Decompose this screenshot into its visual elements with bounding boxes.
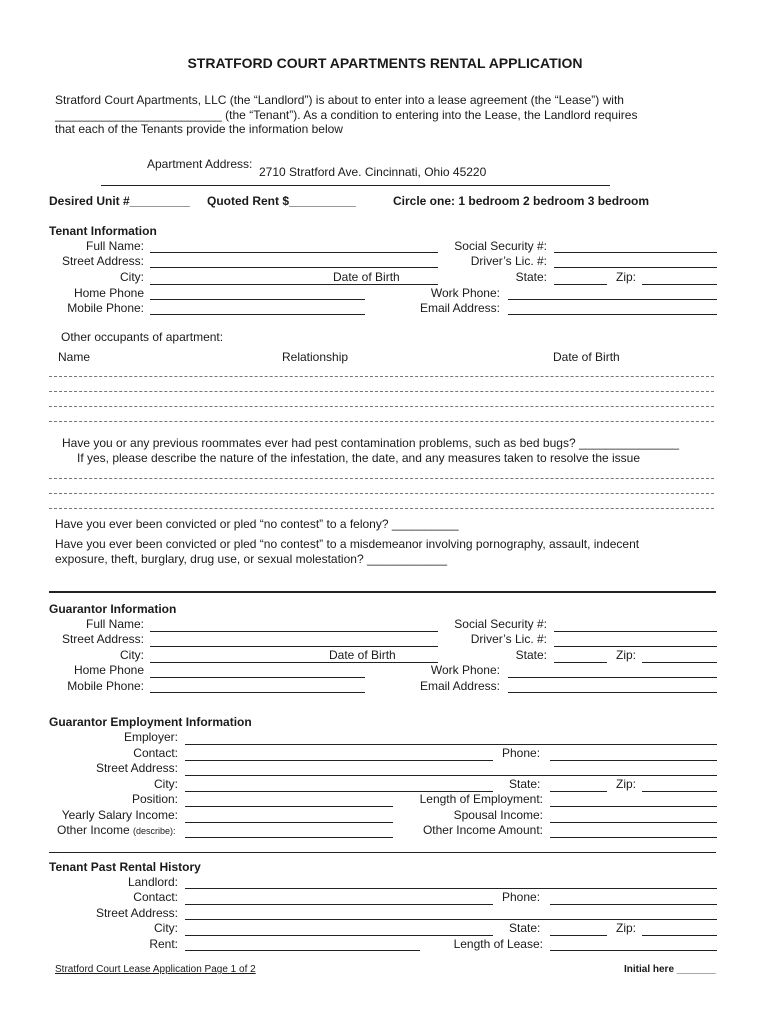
footer-initial[interactable]: Initial here _______ bbox=[624, 964, 716, 975]
other-income-amount-label: Other Income Amount: bbox=[422, 823, 543, 837]
spousal-income-field[interactable] bbox=[550, 822, 717, 823]
guarantor-state-field[interactable] bbox=[554, 662, 607, 663]
guarantor-ssn-field[interactable] bbox=[554, 631, 717, 632]
occupants-col-relationship: Relationship bbox=[282, 350, 349, 364]
tenant-ssn-field[interactable] bbox=[554, 252, 717, 253]
employment-phone-field[interactable] bbox=[550, 760, 717, 761]
quoted-rent-field[interactable]: Quoted Rent $__________ bbox=[207, 194, 356, 208]
history-contact-field[interactable] bbox=[185, 904, 493, 905]
occupant-line[interactable] bbox=[49, 391, 714, 392]
occupants-heading: Other occupants of apartment: bbox=[61, 330, 224, 344]
guarantor-drivers-label: Driver’s Lic. #: bbox=[470, 632, 547, 646]
tenant-email-field[interactable] bbox=[508, 314, 717, 315]
felony-question[interactable]: Have you ever been convicted or pled “no contest” to a felony? __________ bbox=[55, 517, 459, 531]
guarantor-mobile-phone-field[interactable] bbox=[150, 692, 365, 693]
employment-street-field[interactable] bbox=[185, 775, 717, 776]
history-rent-field[interactable] bbox=[185, 950, 420, 951]
apartment-address-line bbox=[101, 185, 610, 186]
tenant-street-field[interactable] bbox=[150, 267, 438, 268]
history-state-label: State: bbox=[509, 921, 541, 935]
tenant-city-label: City: bbox=[120, 270, 144, 284]
history-city-field[interactable] bbox=[185, 935, 493, 936]
describe-note: (describe): bbox=[133, 826, 176, 836]
pest-answer-line[interactable] bbox=[49, 508, 714, 509]
guarantor-city-label: City: bbox=[120, 648, 144, 662]
history-state-field[interactable] bbox=[550, 935, 607, 936]
section-divider bbox=[49, 591, 716, 593]
salary-field[interactable] bbox=[185, 822, 393, 823]
other-income-amount-field[interactable] bbox=[550, 837, 717, 838]
intro-line-2: _________________________ (the “Tenant”). As a condition to entering into the Lease, the Landlord requires bbox=[55, 108, 638, 122]
intro-line-3: that each of the Tenants provide the information below bbox=[55, 122, 343, 136]
guarantor-dob-label: Date of Birth bbox=[329, 648, 396, 662]
history-heading: Tenant Past Rental History bbox=[49, 860, 201, 874]
spousal-income-label: Spousal Income: bbox=[453, 808, 543, 822]
misdemeanor-question-2[interactable]: exposure, theft, burglary, drug use, or sexual molestation? ____________ bbox=[55, 552, 448, 566]
guarantor-work-phone-label: Work Phone: bbox=[430, 663, 500, 677]
employment-heading: Guarantor Employment Information bbox=[49, 715, 252, 729]
guarantor-full-name-label: Full Name: bbox=[85, 617, 144, 631]
length-of-employment-field[interactable] bbox=[550, 806, 717, 807]
tenant-state-field[interactable] bbox=[554, 284, 607, 285]
employment-zip-label: Zip: bbox=[616, 777, 637, 791]
tenant-city-field[interactable] bbox=[150, 284, 438, 285]
guarantor-drivers-field[interactable] bbox=[554, 646, 717, 647]
history-rent-label: Rent: bbox=[149, 937, 178, 951]
other-income-text: Other Income bbox=[57, 823, 130, 837]
tenant-drivers-field[interactable] bbox=[554, 267, 717, 268]
tenant-home-phone-field[interactable] bbox=[150, 299, 365, 300]
employer-field[interactable] bbox=[185, 744, 717, 745]
intro-line-1: Stratford Court Apartments, LLC (the “Landlord”) is about to enter into a lease agreement (the “Lease”) with bbox=[55, 93, 624, 107]
guarantor-heading: Guarantor Information bbox=[49, 602, 177, 616]
tenant-ssn-label: Social Security #: bbox=[454, 239, 547, 253]
length-of-lease-label: Length of Lease: bbox=[453, 937, 543, 951]
page-title: STRATFORD COURT APARTMENTS RENTAL APPLICATION bbox=[187, 55, 583, 71]
employment-contact-label: Contact: bbox=[133, 746, 178, 760]
guarantor-work-phone-field[interactable] bbox=[508, 677, 717, 678]
history-phone-label: Phone: bbox=[502, 890, 541, 904]
pest-answer-line[interactable] bbox=[49, 478, 714, 479]
position-label: Position: bbox=[131, 792, 178, 806]
length-of-employment-label: Length of Employment: bbox=[419, 792, 543, 806]
history-zip-field[interactable] bbox=[642, 935, 717, 936]
apartment-address-value: 2710 Stratford Ave. Cincinnati, Ohio 45220 bbox=[259, 165, 487, 179]
guarantor-full-name-field[interactable] bbox=[150, 631, 438, 632]
history-contact-label: Contact: bbox=[133, 890, 178, 904]
guarantor-email-label: Email Address: bbox=[419, 679, 500, 693]
occupant-line[interactable] bbox=[49, 406, 714, 407]
occupants-col-dob: Date of Birth bbox=[553, 350, 620, 364]
tenant-mobile-phone-field[interactable] bbox=[150, 314, 365, 315]
tenant-drivers-label: Driver’s Lic. #: bbox=[470, 254, 547, 268]
guarantor-ssn-label: Social Security #: bbox=[454, 617, 547, 631]
occupants-col-name: Name bbox=[58, 350, 91, 364]
tenant-work-phone-label: Work Phone: bbox=[430, 286, 500, 300]
employer-label: Employer: bbox=[123, 730, 178, 744]
employment-state-field[interactable] bbox=[550, 791, 607, 792]
tenant-mobile-phone-label: Mobile Phone: bbox=[67, 301, 144, 315]
guarantor-zip-label: Zip: bbox=[616, 648, 637, 662]
section-divider bbox=[49, 852, 716, 853]
employment-state-label: State: bbox=[509, 777, 541, 791]
other-income-field[interactable] bbox=[185, 837, 393, 838]
landlord-field[interactable] bbox=[185, 888, 717, 889]
guarantor-state-label: State: bbox=[515, 648, 547, 662]
tenant-email-label: Email Address: bbox=[419, 301, 500, 315]
misdemeanor-question-1: Have you ever been convicted or pled “no contest” to a misdemeanor involving pornography, assault, indecent bbox=[55, 537, 640, 551]
guarantor-city-field[interactable] bbox=[150, 662, 438, 663]
landlord-label: Landlord: bbox=[127, 875, 178, 889]
history-street-field[interactable] bbox=[185, 919, 717, 920]
pest-question[interactable]: Have you or any previous roommates ever had pest contamination problems, such as bed bugs? _______________ bbox=[62, 436, 680, 450]
history-street-label: Street Address: bbox=[95, 906, 178, 920]
pest-answer-line[interactable] bbox=[49, 493, 714, 494]
tenant-dob-label: Date of Birth bbox=[333, 270, 400, 284]
tenant-state-label: State: bbox=[515, 270, 547, 284]
history-city-label: City: bbox=[154, 921, 178, 935]
length-of-lease-field[interactable] bbox=[550, 950, 717, 951]
other-income-label bbox=[57, 823, 176, 838]
employment-city-label: City: bbox=[154, 777, 178, 791]
tenant-heading: Tenant Information bbox=[49, 224, 157, 238]
apartment-address-label: Apartment Address: bbox=[147, 157, 253, 171]
employment-street-label: Street Address: bbox=[95, 761, 178, 775]
tenant-full-name-field[interactable] bbox=[150, 252, 438, 253]
salary-label: Yearly Salary Income: bbox=[61, 808, 178, 822]
history-zip-label: Zip: bbox=[616, 921, 637, 935]
bedroom-choice[interactable]: Circle one: 1 bedroom 2 bedroom 3 bedroom bbox=[393, 194, 650, 208]
guarantor-home-phone-label: Home Phone bbox=[73, 663, 144, 677]
guarantor-home-phone-field[interactable] bbox=[150, 677, 365, 678]
desired-unit-field[interactable]: Desired Unit #_________ bbox=[49, 194, 190, 208]
history-phone-field[interactable] bbox=[550, 904, 717, 905]
occupant-line[interactable] bbox=[49, 421, 714, 422]
guarantor-street-label: Street Address: bbox=[61, 632, 144, 646]
guarantor-zip-field[interactable] bbox=[642, 662, 717, 663]
guarantor-email-field[interactable] bbox=[508, 692, 717, 693]
guarantor-mobile-phone-label: Mobile Phone: bbox=[67, 679, 144, 693]
tenant-full-name-label: Full Name: bbox=[85, 239, 144, 253]
tenant-zip-field[interactable] bbox=[642, 284, 717, 285]
occupant-line[interactable] bbox=[49, 376, 714, 377]
guarantor-street-field[interactable] bbox=[150, 646, 438, 647]
employment-phone-label: Phone: bbox=[502, 746, 541, 760]
tenant-zip-label: Zip: bbox=[616, 270, 637, 284]
pest-followup: If yes, please describe the nature of the infestation, the date, and any measures taken to resolve the issue bbox=[77, 451, 641, 465]
tenant-home-phone-label: Home Phone bbox=[73, 286, 144, 300]
tenant-street-label: Street Address: bbox=[61, 254, 144, 268]
tenant-work-phone-field[interactable] bbox=[508, 299, 717, 300]
employment-contact-field[interactable] bbox=[185, 760, 493, 761]
footer-page-info: Stratford Court Lease Application Page 1 of 2 bbox=[55, 964, 256, 975]
position-field[interactable] bbox=[185, 806, 393, 807]
employment-zip-field[interactable] bbox=[642, 791, 717, 792]
